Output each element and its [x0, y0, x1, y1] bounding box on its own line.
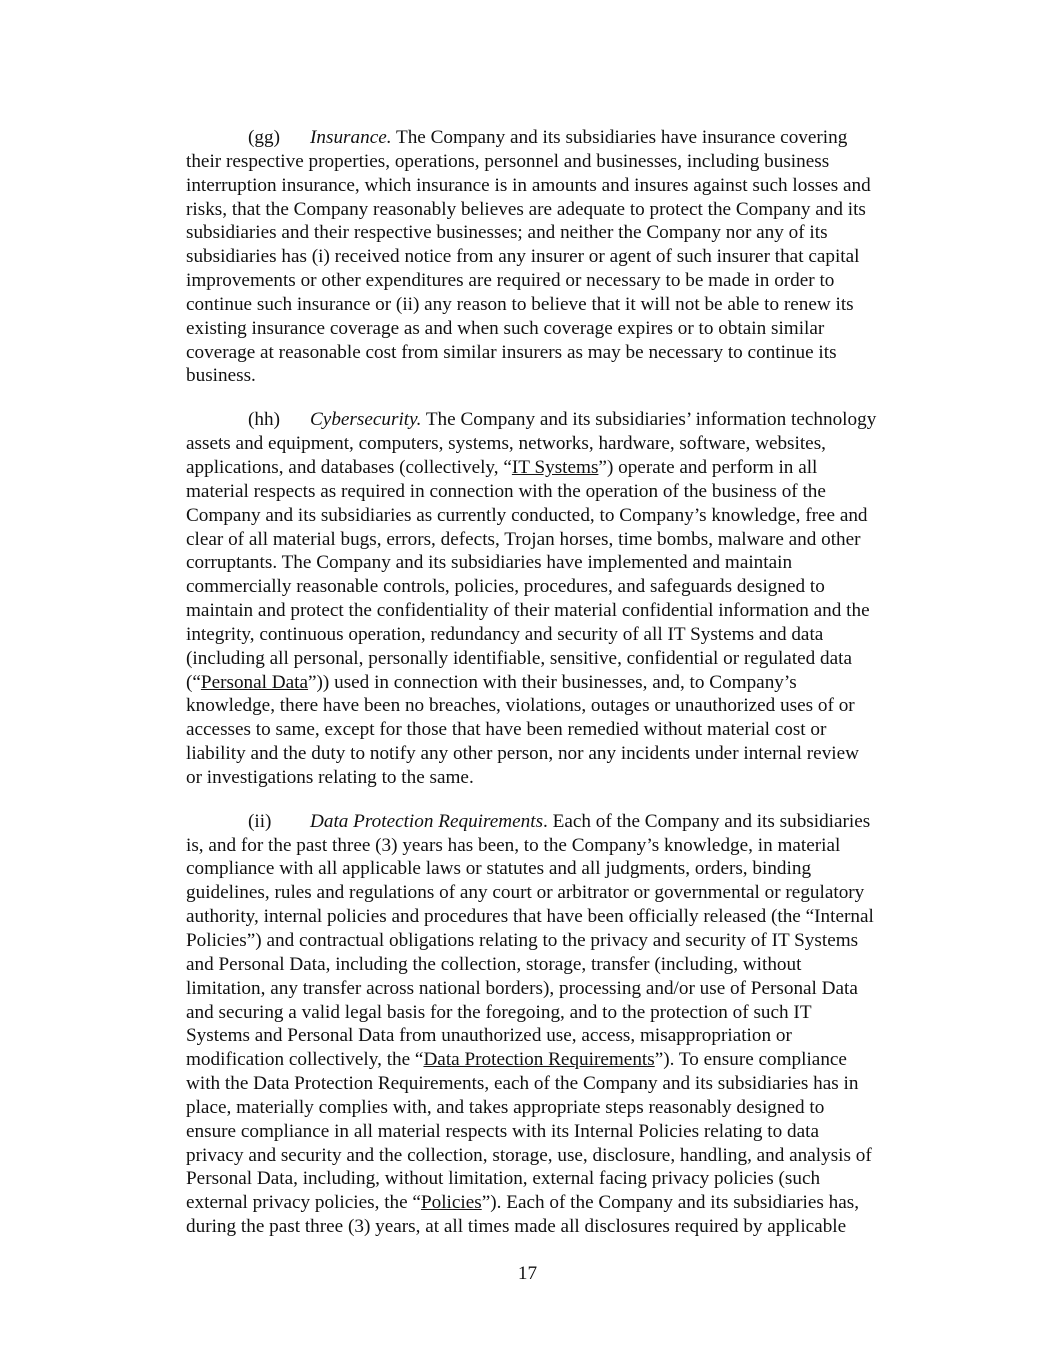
section-number: (gg): [248, 127, 280, 148]
text-line: [186, 1048, 932, 1072]
text-run: . Each of the Company and its subsidiaries: [543, 810, 871, 832]
text-line: assets and equipment, computers, systems, networks, hardware, software, websites,: [186, 433, 826, 455]
text-run: ”) operate and perform in all: [598, 456, 818, 478]
text-line: their respective properties, operations, personnel and businesses, including business: [186, 150, 830, 172]
text-line: Personal Data, including, without limitation, external facing privacy policies (such: [186, 1168, 821, 1190]
text-line: subsidiaries and their respective businesses; and neither the Company nor any of its: [186, 222, 828, 244]
text-run: The Company and its subsidiaries’ information technology: [425, 409, 877, 431]
text-line: [186, 408, 932, 432]
text-line: integrity, continuous operation, redundancy and security of all IT Systems and data: [186, 623, 824, 645]
text-run: The Company and its subsidiaries have insurance covering: [391, 127, 848, 148]
text-line: commercially reasonable controls, policies, procedures, and safeguards designed to: [186, 576, 825, 598]
text-run: ”). To ensure compliance: [654, 1049, 847, 1071]
text-line: place, materially complies with, and takes appropriate steps reasonably designed to: [186, 1096, 825, 1118]
text-run: ”)) used in connection with their businesses, and, to Company’s: [308, 671, 797, 693]
section-hh: [186, 408, 932, 790]
text-line: with the Data Protection Requirements, each of the Company and its subsidiaries has in: [186, 1073, 859, 1095]
text-line: limitation, any transfer across national borders), processing and/or use of Personal Data: [186, 977, 858, 999]
defined-term-policies: Policies: [420, 1192, 482, 1214]
text-line: Systems and Personal Data from unauthorized use, access, misappropriation or: [186, 1025, 792, 1047]
text-line: coverage at reasonable cost from similar insurers as may be necessary to continue its: [186, 341, 837, 363]
text-line: privacy and security and the collection, storage, use, disclosure, handling, and analysis of: [186, 1144, 872, 1166]
text-run: (“: [186, 671, 201, 693]
text-line: [186, 1191, 932, 1215]
text-run: ”). Each of the Company and its subsidiaries has,: [481, 1192, 859, 1214]
text-line: compliance with all applicable laws or statutes and all judgments, orders, binding: [186, 858, 812, 880]
text-line: Company and its subsidiaries as currently conducted, to Company’s knowledge, free and: [186, 504, 868, 526]
section-title: Data Protection Requirements: [310, 810, 544, 832]
section-ii: [186, 810, 932, 1239]
text-line: liability and the duty to notify any other person, nor any incidents under internal review: [186, 743, 859, 765]
text-run: modification collectively, the “: [186, 1049, 424, 1071]
section-number: (hh): [248, 409, 280, 431]
text-run: external privacy policies, the “: [186, 1192, 421, 1214]
text-line: continue such insurance or (ii) any reason to believe that it will not be able to renew its: [186, 293, 854, 315]
section-gg: [186, 126, 932, 388]
text-line: maintain and protect the confidentiality of their material confidential information and the: [186, 600, 870, 622]
text-line: authority, internal policies and procedures that have been officially released (the “Internal: [186, 906, 874, 928]
section-title: Cybersecurity.: [310, 409, 422, 431]
text-line: and Personal Data, including the collection, storage, transfer (including, without: [186, 953, 802, 975]
body-text: [186, 126, 932, 1239]
text-line: interruption insurance, which insurance is in amounts and insures against such losses and: [186, 174, 871, 196]
text-line: knowledge, there have been no breaches, violations, outages or unauthorized uses of or: [186, 695, 855, 717]
text-line: guidelines, rules and regulations of any court or arbitrator or governmental or regulatory: [186, 882, 865, 904]
text-line: or investigations relating to the same.: [186, 766, 474, 788]
text-line: accesses to same, except for those that have been remedied without material cost or: [186, 719, 827, 741]
page-number: 17: [517, 1263, 538, 1284]
text-line: clear of all material bugs, errors, defects, Trojan horses, time bombs, malware and other: [186, 528, 861, 550]
text-line: risks, that the Company reasonably believes are adequate to protect the Company and its: [186, 198, 866, 220]
defined-term-data-protection-requirements: Data Protection Requirements: [423, 1049, 655, 1071]
defined-term-it-systems: IT Systems: [511, 456, 599, 478]
text-line: improvements or other expenditures are required or necessary to be made in order to: [186, 270, 835, 292]
text-line: [186, 810, 932, 834]
defined-term-personal-data: Personal Data: [200, 671, 309, 693]
text-line: [186, 671, 932, 695]
section-title: Insurance.: [310, 127, 392, 148]
text-line: [186, 126, 932, 150]
text-run: applications, and databases (collectively, “: [186, 456, 512, 478]
text-line: business.: [186, 365, 256, 387]
text-line: (including all personal, personally identifiable, sensitive, confidential or regulated data: [186, 647, 853, 669]
text-line: existing insurance coverage as and when such coverage expires or to obtain similar: [186, 317, 825, 339]
text-line: Policies”) and contractual obligations relating to the privacy and security of IT Systems: [186, 930, 859, 951]
text-line: is, and for the past three (3) years has been, to the Company’s knowledge, in material: [186, 834, 841, 856]
text-line: during the past three (3) years, at all times made all disclosures required by applicable: [186, 1216, 847, 1238]
section-number: (ii): [248, 810, 272, 832]
text-line: and securing a valid legal basis for the foregoing, and to the protection of such IT: [186, 1001, 812, 1023]
text-line: ensure compliance in all material respects with its Internal Policies relating to data: [186, 1120, 819, 1142]
text-line: material respects as required in connection with the operation of the business of the: [186, 480, 826, 502]
text-line: corruptants. The Company and its subsidiaries have implemented and maintain: [186, 552, 793, 574]
text-line: subsidiaries has (i) received notice from any insurer or agent of such insurer that capital: [186, 246, 860, 268]
text-line: [186, 456, 932, 480]
